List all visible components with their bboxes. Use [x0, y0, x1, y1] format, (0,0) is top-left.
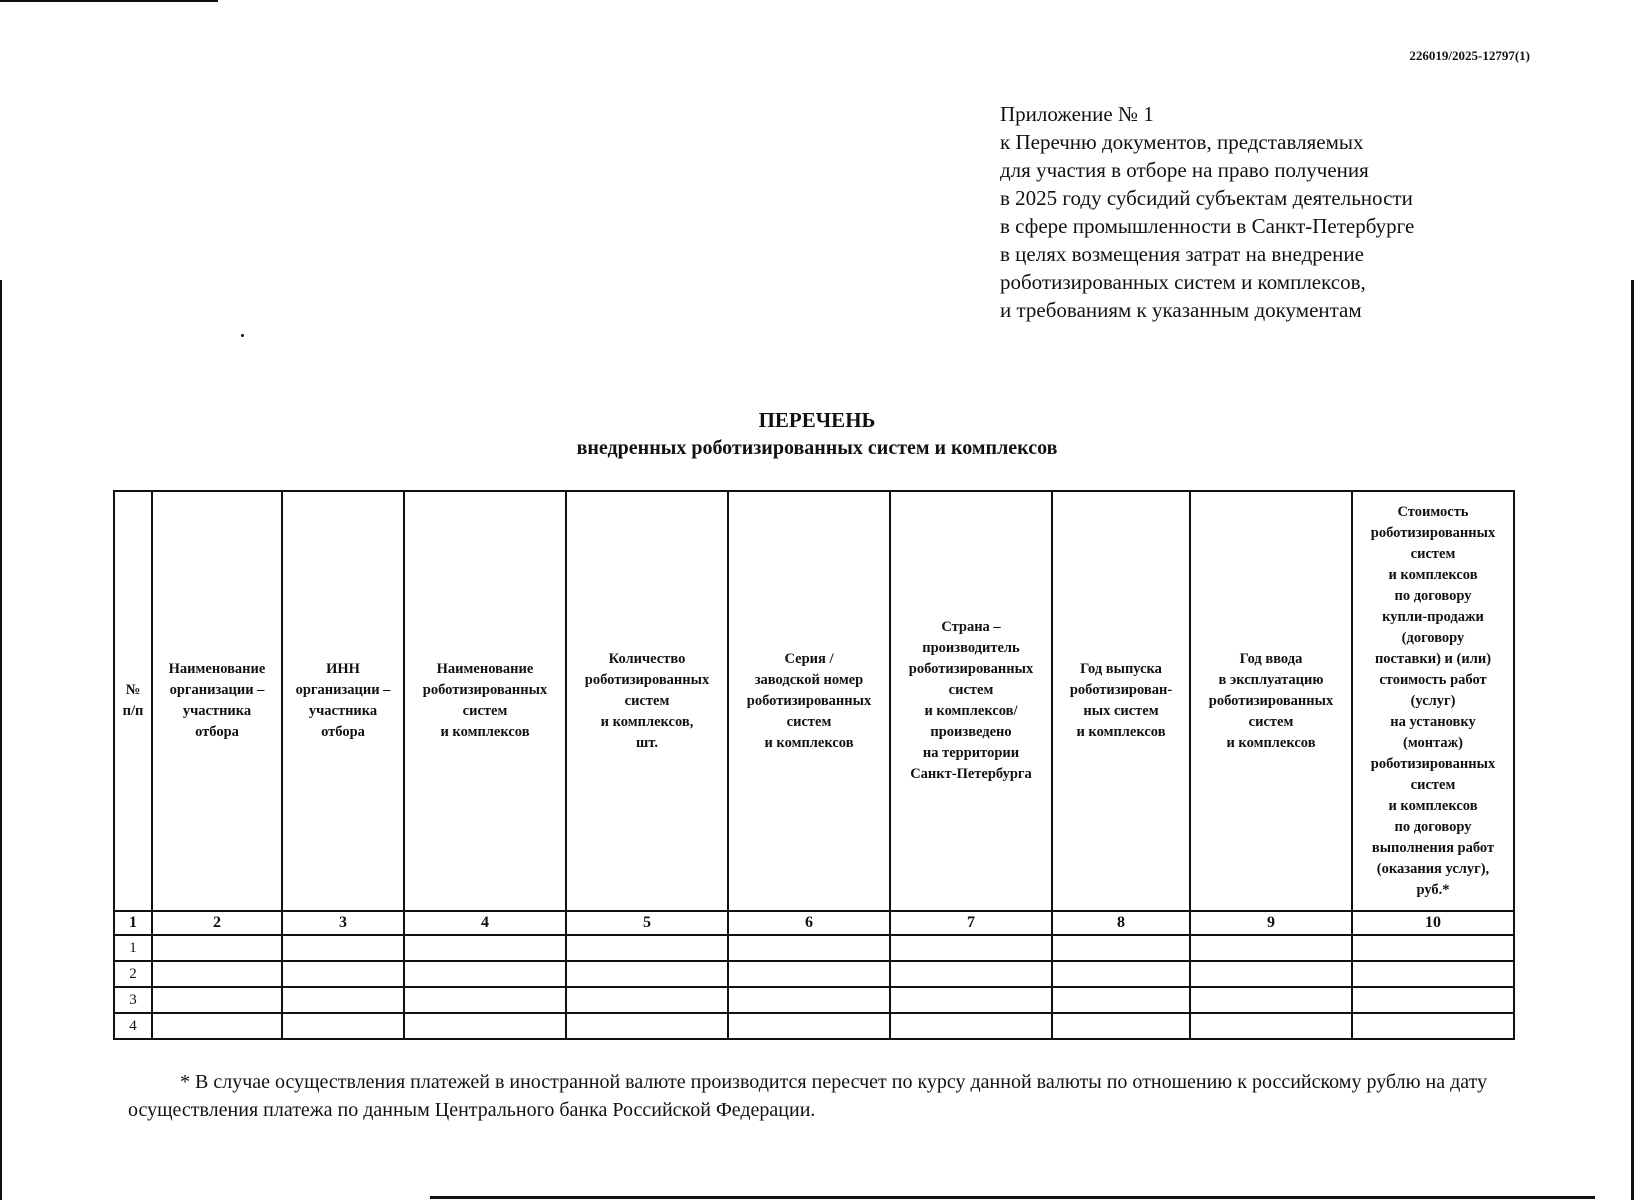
header-line: ИНН [326, 661, 360, 677]
header-line: заводской номер [754, 671, 864, 688]
empty-cell [728, 935, 890, 961]
empty-cell [566, 987, 728, 1013]
systems-table-wrapper [113, 490, 1515, 1040]
header-line: и комплексов/ [924, 703, 1018, 719]
empty-cell [282, 935, 404, 961]
column-number: 9 [1190, 911, 1352, 935]
header-line: роботизирован- [1069, 682, 1173, 698]
title-subtitle: внедренных роботизированных систем и комплексов [576, 437, 1058, 459]
column-number: 7 [890, 911, 1052, 935]
header-line: производитель [922, 640, 1020, 656]
header-line: на установку [1390, 713, 1476, 730]
robotic-systems-table [113, 490, 1515, 1040]
empty-cell [282, 1013, 404, 1039]
header-line: систем [786, 713, 832, 730]
header-line: систем [1248, 713, 1294, 730]
header-line: Серия / [784, 650, 834, 667]
annex-line: Приложение № 1 [1000, 102, 1154, 126]
empty-cell [1052, 987, 1190, 1013]
header-line: Страна – [941, 619, 1001, 635]
title-main: ПЕРЕЧЕНЬ [758, 408, 876, 432]
empty-cell [1190, 1013, 1352, 1039]
empty-cell [566, 1013, 728, 1039]
column-number-row [114, 911, 1514, 935]
header-line: стоимость работ [1379, 671, 1487, 688]
annex-line: роботизированных систем и комплексов, [1000, 270, 1366, 294]
annex-line: и требованиям к указанным документам [1000, 298, 1362, 322]
header-line: Год ввода [1239, 650, 1303, 667]
table-row [114, 987, 1514, 1013]
header-col-org-name [152, 491, 282, 911]
column-number: 3 [282, 911, 404, 935]
table-row [114, 935, 1514, 961]
column-number: 8 [1052, 911, 1190, 935]
header-line: руб.* [1416, 881, 1450, 898]
header-col-number [114, 491, 152, 911]
annex-line: для участия в отборе на право получения [1000, 158, 1369, 182]
table-row [114, 961, 1514, 987]
annex-line: к Перечню документов, представляемых [1000, 130, 1364, 154]
annex-reference-block [1000, 100, 1414, 324]
header-line: роботизированных [422, 682, 548, 698]
header-line: систем [1410, 545, 1456, 562]
header-line: (услуг) [1410, 692, 1456, 709]
empty-cell [1352, 1013, 1514, 1039]
empty-cell [1190, 987, 1352, 1013]
header-col-serial [728, 491, 890, 911]
header-col-inn [282, 491, 404, 911]
annex-line: в сфере промышленности в Санкт-Петербурге [1000, 214, 1415, 238]
header-line: и комплексов [1076, 724, 1166, 740]
empty-cell [404, 1013, 566, 1039]
header-line: № [125, 682, 141, 698]
annex-line: в целях возмещения затрат на внедрение [1000, 242, 1364, 266]
header-line: Санкт-Петербурга [910, 766, 1032, 782]
row-number: 3 [114, 987, 152, 1013]
empty-cell [404, 935, 566, 961]
empty-cell [1052, 1013, 1190, 1039]
empty-cell [1352, 961, 1514, 987]
row-number: 4 [114, 1013, 152, 1039]
header-line: (договору [1401, 629, 1465, 646]
header-line: Наименование [168, 661, 266, 677]
header-line: роботизированных [908, 661, 1034, 677]
header-line: и комплексов [1226, 734, 1316, 751]
empty-cell [152, 987, 282, 1013]
header-line: и комплексов, [600, 713, 694, 730]
header-line: (оказания услуг), [1376, 860, 1490, 877]
empty-cell [404, 987, 566, 1013]
header-line: (монтаж) [1402, 734, 1463, 751]
header-line: роботизированных [1208, 692, 1334, 709]
empty-cell [1052, 961, 1190, 987]
header-line: Год выпуска [1080, 661, 1162, 677]
header-line: Стоимость [1397, 503, 1469, 520]
header-col-commission-year [1190, 491, 1352, 911]
empty-cell [1352, 987, 1514, 1013]
column-number: 10 [1352, 911, 1514, 935]
header-line: ных систем [1083, 703, 1159, 719]
empty-cell [566, 961, 728, 987]
header-col-country [890, 491, 1052, 911]
document-title [0, 406, 1634, 462]
empty-cell [282, 961, 404, 987]
header-line: по договору [1394, 818, 1472, 835]
header-line: организации – [295, 682, 391, 698]
header-line: роботизированных [1370, 524, 1496, 541]
header-line: произведено [930, 724, 1012, 740]
header-line: систем [624, 692, 670, 709]
header-line: отбора [195, 724, 239, 740]
header-line: роботизированных [1370, 755, 1496, 772]
header-line: выполнения работ [1371, 839, 1495, 856]
column-number: 5 [566, 911, 728, 935]
header-line: роботизированных [746, 692, 872, 709]
table-row [114, 1013, 1514, 1039]
empty-cell [890, 1013, 1052, 1039]
empty-cell [152, 935, 282, 961]
header-line: и комплексов [764, 734, 854, 751]
currency-footnote: * В случае осуществления платежей в иностранной валюте производится пересчет по курсу данной валюты по отношению к российскому рублю на дату осуществления платежа по данным Центрального банка Российской Федерации. [128, 1071, 1488, 1121]
header-line: и комплексов [440, 724, 530, 740]
column-number: 1 [114, 911, 152, 935]
empty-cell [1352, 935, 1514, 961]
header-line: роботизированных [584, 671, 710, 688]
header-line: в эксплуатацию [1218, 671, 1324, 688]
empty-cell [890, 935, 1052, 961]
header-line: п/п [122, 703, 144, 719]
column-number: 6 [728, 911, 890, 935]
scan-speck [241, 334, 244, 337]
empty-cell [404, 961, 566, 987]
column-number: 2 [152, 911, 282, 935]
header-line: на территории [922, 745, 1020, 761]
header-line: организации – [169, 682, 265, 698]
table-header-row [114, 491, 1514, 911]
empty-cell [890, 987, 1052, 1013]
empty-cell [152, 1013, 282, 1039]
row-number: 2 [114, 961, 152, 987]
annex-line: в 2025 году субсидий субъектам деятельности [1000, 186, 1413, 210]
header-line: Количество [608, 650, 686, 667]
column-number: 4 [404, 911, 566, 935]
header-line: и комплексов [1388, 797, 1478, 814]
document-registration-code: 226019/2025-12797(1) [1409, 48, 1530, 63]
empty-cell [1052, 935, 1190, 961]
header-line: и комплексов [1388, 566, 1478, 583]
header-line: Наименование [436, 661, 534, 677]
header-line: шт. [636, 734, 658, 751]
header-line: систем [948, 682, 994, 698]
header-line: участника [182, 703, 252, 719]
header-line: поставки) и (или) [1374, 650, 1492, 667]
empty-cell [728, 961, 890, 987]
header-line: систем [462, 703, 508, 719]
empty-cell [282, 987, 404, 1013]
header-line: систем [1410, 776, 1456, 793]
header-col-system-name [404, 491, 566, 911]
header-col-quantity [566, 491, 728, 911]
empty-cell [566, 935, 728, 961]
empty-cell [152, 961, 282, 987]
empty-cell [1190, 935, 1352, 961]
header-line: по договору [1394, 587, 1472, 604]
empty-cell [1190, 961, 1352, 987]
empty-cell [890, 961, 1052, 987]
header-col-cost [1352, 491, 1514, 911]
top-edge-rule [0, 0, 218, 2]
header-line: участника [308, 703, 378, 719]
header-line: отбора [321, 724, 365, 740]
empty-cell [728, 987, 890, 1013]
header-line: купли-продажи [1382, 608, 1484, 625]
header-col-release-year [1052, 491, 1190, 911]
bottom-edge-rule [430, 1196, 1595, 1199]
empty-cell [728, 1013, 890, 1039]
row-number: 1 [114, 935, 152, 961]
